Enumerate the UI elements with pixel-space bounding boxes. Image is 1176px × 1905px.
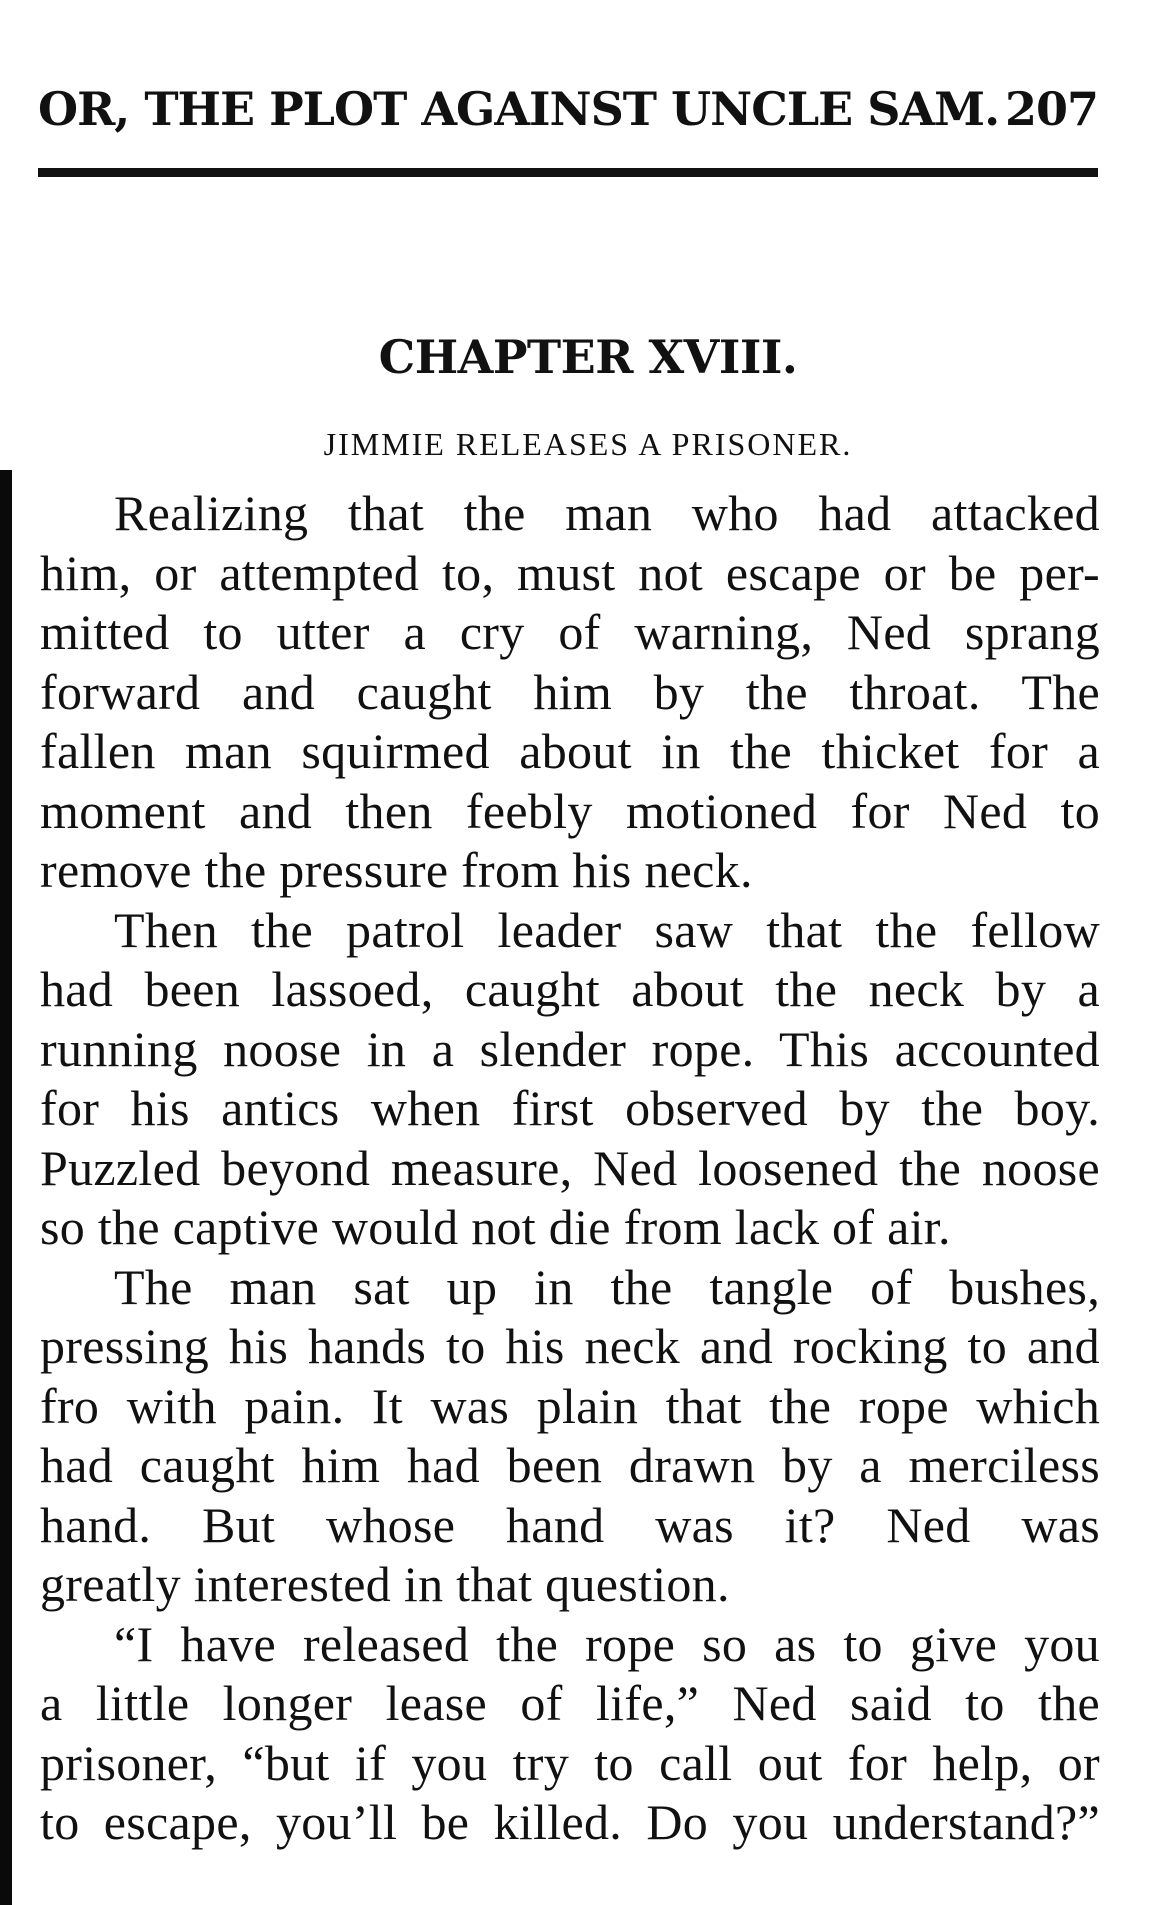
running-header bbox=[38, 82, 1098, 142]
text-line: fro with pain. It was plain that the rope which bbox=[40, 1377, 1100, 1434]
page-number: 207 bbox=[1004, 82, 1098, 136]
text-line: Puzzled beyond measure, Ned loosened the noose bbox=[40, 1139, 1100, 1196]
text-line: fallen man squirmed about in the thicket for a bbox=[40, 723, 1100, 779]
text-line: greatly interested in that question. bbox=[40, 1556, 730, 1612]
text-line: Then the patrol leader saw that the fellow bbox=[114, 901, 1100, 958]
body-text bbox=[40, 484, 1100, 1853]
running-title: OR, THE PLOT AGAINST UNCLE SAM. bbox=[38, 82, 1000, 136]
text-line: moment and then feebly motioned for Ned to bbox=[40, 782, 1100, 839]
text-line: to escape, you’ll be killed. Do you understand?” bbox=[40, 1794, 1100, 1850]
chapter-title: CHAPTER XVIII. bbox=[378, 330, 798, 384]
text-line: prisoner, “but if you try to call out for help, or bbox=[40, 1734, 1100, 1791]
text-line: The man sat up in the tangle of bushes, bbox=[114, 1258, 1100, 1315]
text-line: running noose in a slender rope. This accounted bbox=[40, 1020, 1100, 1077]
header-rule bbox=[38, 168, 1098, 177]
text-line: had been lassoed, caught about the neck by a bbox=[40, 961, 1100, 1017]
text-line: him, or attempted to, must not escape or be per- bbox=[40, 544, 1100, 601]
text-line: mitted to utter a cry of warning, Ned sprang bbox=[40, 604, 1100, 660]
text-line: for his antics when first observed by the boy. bbox=[40, 1080, 1100, 1136]
text-line: so the captive would not die from lack of air. bbox=[40, 1199, 951, 1255]
chapter-subtitle: JIMMIE RELEASES A PRISONER. bbox=[323, 426, 853, 462]
text-line: hand. But whose hand was it? Ned was bbox=[40, 1496, 1100, 1553]
text-line: forward and caught him by the throat. The bbox=[40, 663, 1100, 720]
text-line: Realizing that the man who had attacked bbox=[114, 485, 1100, 541]
text-line: “I have released the rope so as to give you bbox=[114, 1615, 1100, 1672]
text-line: remove the pressure from his neck. bbox=[40, 842, 753, 898]
text-line: had caught him had been drawn by a merciless bbox=[40, 1437, 1100, 1493]
text-line: a little longer lease of life,” Ned said to the bbox=[40, 1675, 1100, 1731]
text-line: pressing his hands to his neck and rocking to and bbox=[40, 1318, 1100, 1374]
scan-edge-shadow bbox=[0, 470, 12, 1905]
